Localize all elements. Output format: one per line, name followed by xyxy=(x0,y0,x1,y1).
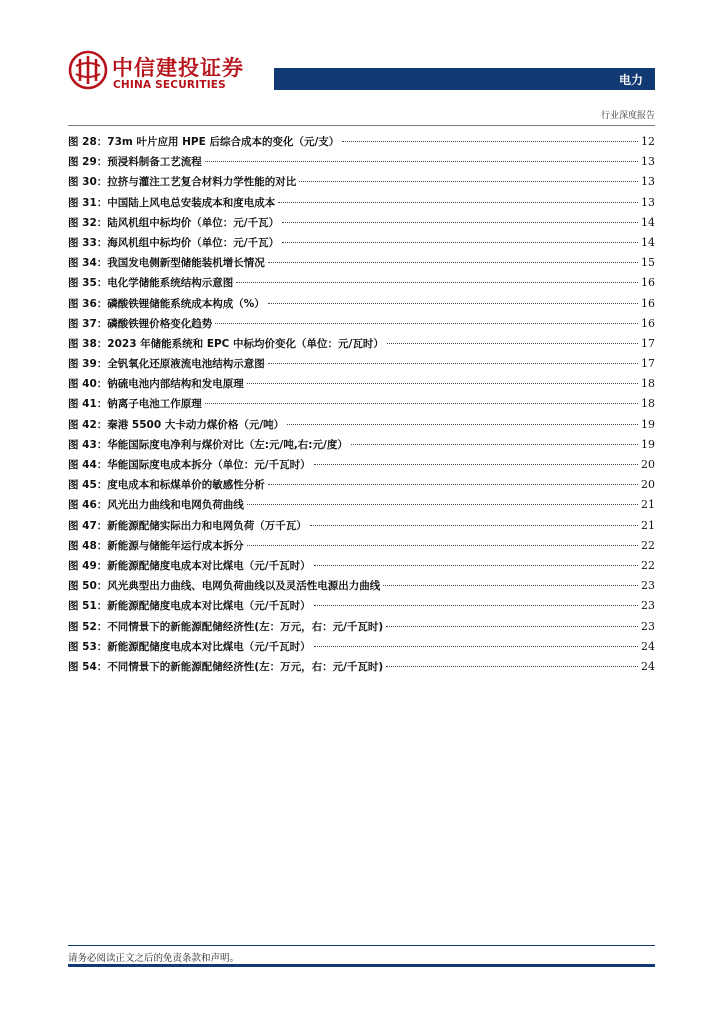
toc-figure-title: 不同情景下的新能源配储经济性(左：万元，右：元/千瓦时) xyxy=(107,660,384,673)
page-header xyxy=(0,0,724,121)
toc-figure-title: 磷酸铁锂价格变化趋势 xyxy=(107,317,213,330)
toc-row[interactable] xyxy=(68,417,655,437)
toc-figure-title: 海风机组中标均价（单位：元/千瓦） xyxy=(107,236,280,249)
toc-page-number: 14 xyxy=(641,235,655,249)
toc-figure-number: 图 37： xyxy=(68,317,108,330)
toc-figure-title: 新能源配储度电成本对比煤电（元/千瓦时） xyxy=(107,559,311,572)
toc-leader-dots xyxy=(205,403,638,404)
toc-figure-number: 图 45： xyxy=(68,479,108,492)
sector-bar xyxy=(274,68,655,90)
toc-figure-title: 2023 年储能系统和 EPC 中标均价变化（单位：元/瓦时） xyxy=(107,337,384,350)
toc-figure-number: 图 52： xyxy=(68,620,108,633)
toc-figure-number: 图 30： xyxy=(68,176,108,189)
china-securities-logo-icon xyxy=(68,50,108,90)
toc-figure-title: 73m 叶片应用 HPE 后综合成本的变化（元/支） xyxy=(107,136,340,148)
toc-page-number: 22 xyxy=(641,538,655,552)
toc-leader-dots xyxy=(247,383,638,384)
toc-row[interactable] xyxy=(68,437,655,457)
toc-figure-title: 风光典型出力曲线、电网负荷曲线以及灵活性电源出力曲线 xyxy=(107,580,381,593)
toc-page-number: 16 xyxy=(641,296,655,310)
toc-leader-dots xyxy=(268,303,638,304)
toc-page-number: 13 xyxy=(641,155,655,169)
toc-figure-number: 图 48： xyxy=(68,539,108,552)
toc-figure-number: 图 51： xyxy=(68,600,108,613)
toc-page-number: 20 xyxy=(641,458,655,471)
toc-leader-dots xyxy=(287,424,638,425)
toc-page-number: 23 xyxy=(641,599,655,613)
toc-figure-number: 图 44： xyxy=(68,459,108,471)
toc-figure-number: 图 46： xyxy=(68,499,108,512)
toc-figure-number: 图 53： xyxy=(68,640,108,653)
toc-figure-title: 预浸料制备工艺流程 xyxy=(107,156,202,169)
toc-row[interactable] xyxy=(68,296,655,316)
toc-leader-dots xyxy=(236,282,638,283)
toc-figure-title: 新能源配储实际出力和电网负荷（万千瓦） xyxy=(107,519,307,532)
toc-page-number: 24 xyxy=(641,639,655,653)
toc-figure-title: 中国陆上风电总安装成本和度电成本 xyxy=(107,196,276,209)
toc-figure-number: 图 29： xyxy=(68,156,108,169)
toc-leader-dots xyxy=(314,646,638,647)
toc-figure-number: 图 41： xyxy=(68,398,108,411)
toc-page-number: 21 xyxy=(641,518,655,532)
toc-leader-dots xyxy=(282,242,638,243)
toc-row[interactable] xyxy=(68,457,655,477)
toc-figure-title: 全钒氧化还原液流电池结构示意图 xyxy=(107,358,265,371)
toc-page-number: 14 xyxy=(641,215,655,229)
toc-row[interactable] xyxy=(68,518,655,538)
toc-figure-title: 拉挤与灌注工艺复合材料力学性能的对比 xyxy=(107,176,297,189)
toc-row[interactable] xyxy=(68,154,655,174)
toc-leader-dots xyxy=(282,222,638,223)
toc-leader-dots xyxy=(268,484,638,485)
toc-page-number: 21 xyxy=(641,498,655,512)
toc-page-number: 22 xyxy=(641,558,655,572)
toc-row[interactable] xyxy=(68,578,655,598)
toc-leader-dots xyxy=(299,181,638,182)
toc-figure-number: 图 34： xyxy=(68,257,108,270)
toc-row[interactable] xyxy=(68,235,655,255)
toc-leader-dots xyxy=(215,323,638,324)
toc-figure-number: 图 47： xyxy=(68,519,108,532)
toc-figure-title: 华能国际度电成本拆分（单位：元/千瓦时） xyxy=(107,459,311,471)
toc-figure-number: 图 49： xyxy=(68,559,108,572)
toc-row[interactable] xyxy=(68,396,655,416)
toc-leader-dots xyxy=(247,545,638,546)
toc-leader-dots xyxy=(278,202,638,203)
toc-figure-title: 风光出力曲线和电网负荷曲线 xyxy=(107,499,244,512)
toc-figure-number: 图 54： xyxy=(68,660,108,673)
toc-row[interactable] xyxy=(68,639,655,659)
toc-figure-number: 图 43： xyxy=(68,438,108,451)
figure-list xyxy=(68,134,655,679)
toc-row[interactable] xyxy=(68,255,655,275)
toc-figure-number: 图 31： xyxy=(68,196,108,209)
toc-figure-title: 磷酸铁锂储能系统成本构成（%） xyxy=(107,297,265,310)
toc-figure-number: 图 33： xyxy=(68,236,108,249)
toc-row[interactable] xyxy=(68,195,655,215)
toc-page-number: 23 xyxy=(641,579,655,593)
toc-figure-number: 图 32： xyxy=(68,216,108,229)
toc-row[interactable] xyxy=(68,336,655,356)
toc-row[interactable] xyxy=(68,356,655,376)
toc-page-number: 19 xyxy=(641,417,655,431)
toc-page-number: 18 xyxy=(641,377,655,391)
toc-row[interactable] xyxy=(68,538,655,558)
toc-leader-dots xyxy=(205,161,638,162)
toc-figure-number: 图 36： xyxy=(68,297,108,310)
toc-figure-title: 钠硫电池内部结构和发电原理 xyxy=(107,378,244,391)
toc-figure-title: 我国发电侧新型储能装机增长情况 xyxy=(107,257,265,270)
toc-page-number: 16 xyxy=(641,316,655,330)
toc-figure-number: 图 28： xyxy=(68,136,108,148)
toc-leader-dots xyxy=(386,666,638,667)
toc-page-number: 15 xyxy=(641,256,655,270)
toc-figure-title: 电化学储能系统结构示意图 xyxy=(107,277,234,290)
brand-name-cn: 中信建投证券 xyxy=(112,56,244,80)
footer-divider xyxy=(68,945,655,946)
toc-figure-number: 图 42： xyxy=(68,418,108,431)
toc-leader-dots xyxy=(314,464,638,465)
sector-label: 电力 xyxy=(618,73,643,87)
toc-figure-title: 度电成本和标煤单价的敏感性分析 xyxy=(107,479,265,492)
toc-row[interactable] xyxy=(68,497,655,517)
toc-row[interactable] xyxy=(68,598,655,618)
toc-figure-title: 华能国际度电净利与煤价对比（左:元/吨,右:元/度） xyxy=(107,438,348,451)
toc-leader-dots xyxy=(314,565,638,566)
toc-leader-dots xyxy=(310,525,638,526)
toc-page-number: 20 xyxy=(641,478,655,492)
toc-leader-dots xyxy=(247,504,638,505)
toc-figure-number: 图 39： xyxy=(68,358,108,371)
toc-leader-dots xyxy=(268,262,638,263)
toc-row[interactable] xyxy=(68,215,655,235)
footer-bar xyxy=(68,964,655,967)
toc-leader-dots xyxy=(386,626,638,627)
toc-figure-number: 图 35： xyxy=(68,277,108,290)
toc-row[interactable] xyxy=(68,659,655,679)
toc-page-number: 24 xyxy=(641,659,655,673)
toc-page-number: 17 xyxy=(641,336,655,350)
toc-figure-title: 钠离子电池工作原理 xyxy=(107,398,202,411)
toc-page-number: 13 xyxy=(641,175,655,189)
toc-page-number: 23 xyxy=(641,619,655,633)
footer-disclaimer: 请务必阅读正文之后的免责条款和声明。 xyxy=(68,953,240,964)
brand-name-en: CHINA SECURITIES xyxy=(113,79,226,91)
toc-leader-dots xyxy=(314,605,638,606)
header-divider xyxy=(68,125,655,126)
toc-page-number: 17 xyxy=(641,357,655,371)
toc-leader-dots xyxy=(268,363,638,364)
toc-figure-number: 图 38： xyxy=(68,337,108,350)
toc-leader-dots xyxy=(383,585,638,586)
toc-figure-number: 图 40： xyxy=(68,378,108,391)
toc-figure-number: 图 50： xyxy=(68,580,108,593)
toc-row[interactable] xyxy=(68,134,655,154)
toc-row[interactable] xyxy=(68,275,655,295)
toc-figure-title: 不同情景下的新能源配储经济性(左：万元，右：元/千瓦时) xyxy=(107,620,384,633)
toc-row[interactable] xyxy=(68,477,655,497)
toc-page-number: 12 xyxy=(641,135,655,148)
report-type: 行业深度报告 xyxy=(600,111,655,121)
toc-row[interactable] xyxy=(68,619,655,639)
toc-row[interactable] xyxy=(68,316,655,336)
toc-row[interactable] xyxy=(68,558,655,578)
toc-figure-title: 新能源配储度电成本对比煤电（元/千瓦时） xyxy=(107,640,311,653)
toc-row[interactable] xyxy=(68,174,655,194)
toc-leader-dots xyxy=(342,141,638,142)
toc-page-number: 13 xyxy=(641,195,655,209)
toc-figure-title: 新能源与储能年运行成本拆分 xyxy=(107,539,244,552)
toc-row[interactable] xyxy=(68,376,655,396)
toc-page-number: 19 xyxy=(641,437,655,451)
toc-leader-dots xyxy=(351,444,638,445)
toc-page-number: 18 xyxy=(641,397,655,411)
toc-figure-title: 秦港 5500 大卡动力煤价格（元/吨） xyxy=(107,418,285,431)
toc-figure-title: 新能源配储度电成本对比煤电（元/千瓦时） xyxy=(107,600,311,613)
toc-page-number: 16 xyxy=(641,276,655,290)
toc-leader-dots xyxy=(387,343,638,344)
toc-figure-title: 陆风机组中标均价（单位：元/千瓦） xyxy=(107,216,280,229)
